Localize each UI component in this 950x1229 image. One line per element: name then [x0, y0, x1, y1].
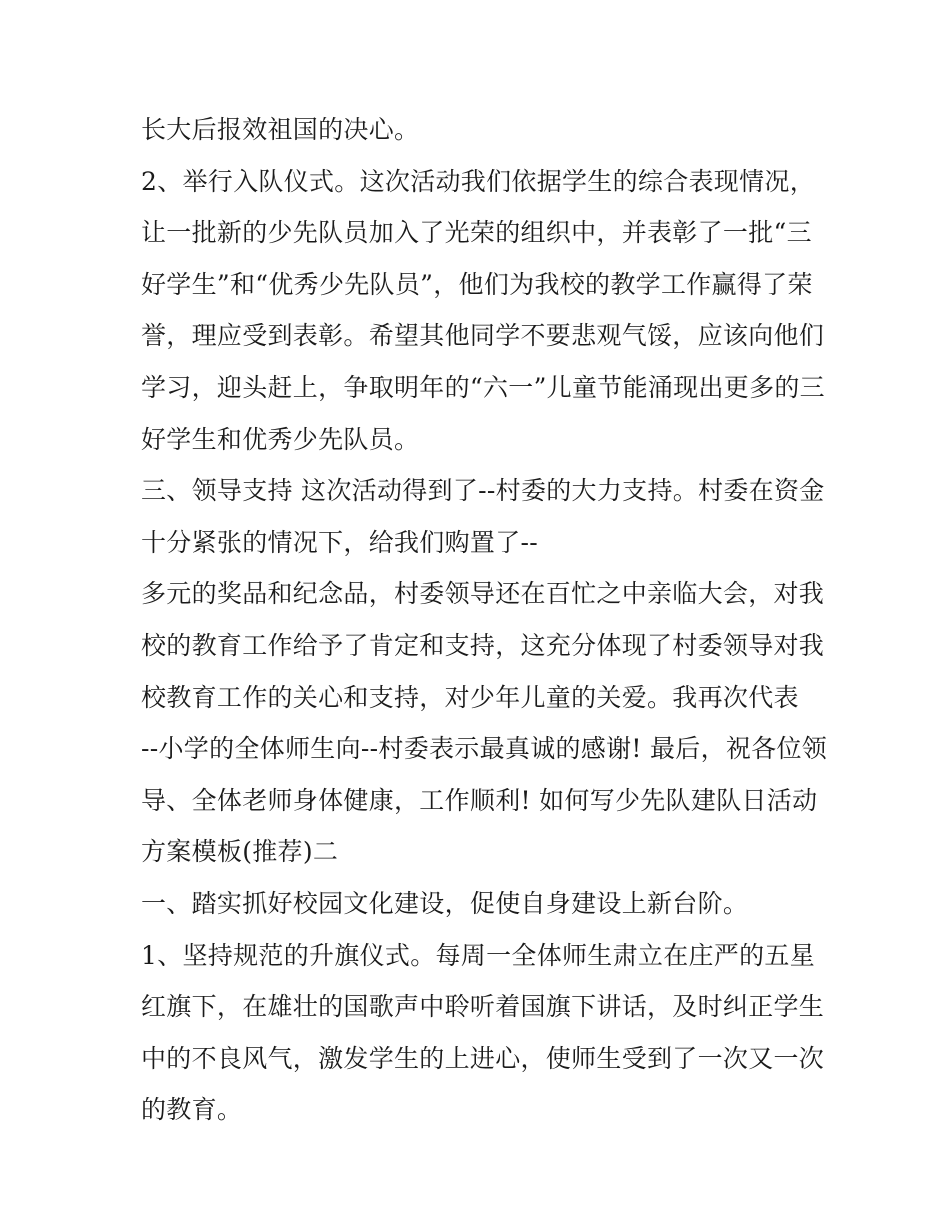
text-line: 三、领导支持 这次活动得到了--村委的大力支持。村委在资金 [141, 476, 825, 506]
document-body [141, 104, 828, 1136]
text-line: 2、举行入队仪式。这次活动我们依据学生的综合表现情况， [141, 166, 816, 196]
text-line: 好学生和优秀少先队员。 [141, 424, 420, 454]
text-line: 导、全体老师身体健康，工作顺利! 如何写少先队建队日活动 [141, 785, 818, 815]
text-line: 的教育。 [141, 1095, 243, 1125]
text-line: 一、踏实抓好校园文化建设，促使自身建设上新台阶。 [141, 888, 749, 918]
text-line: 方案模板(推荐)二 [141, 837, 339, 867]
text-line: 1、坚持规范的升旗仪式。每周一全体师生肃立在庄严的五星 [141, 940, 816, 970]
text-line: 校教育工作的关心和支持，对少年儿童的关爱。我再次代表 [141, 682, 799, 712]
text-line: 好学生”和“优秀少先队员”，他们为我校的教学工作赢得了荣 [141, 269, 813, 299]
text-line: 校的教育工作给予了肯定和支持，这充分体现了村委领导对我 [141, 630, 825, 660]
text-line: 红旗下，在雄壮的国歌声中聆听着国旗下讲话，及时纠正学生 [141, 992, 825, 1022]
text-line: --小学的全体师生向--村委表示最真诚的感谢! 最后，祝各位领 [141, 734, 828, 764]
text-line: 多元的奖品和纪念品，村委领导还在百忙之中亲临大会，对我 [141, 579, 825, 609]
text-line: 长大后报效祖国的决心。 [141, 115, 420, 144]
text-line: 誉，理应受到表彰。希望其他同学不要悲观气馁，应该向他们 [141, 321, 825, 351]
text-line: 让一批新的少先队员加入了光荣的组织中，并表彰了一批“三 [141, 218, 812, 248]
text-line: 中的不良风气，激发学生的上进心，使师生受到了一次又一次 [141, 1043, 825, 1073]
text-line: 学习，迎头赶上，争取明年的“六一”儿童节能涌现出更多的三 [141, 372, 825, 402]
text-line: 十分紧张的情况下，给我们购置了-- [141, 527, 538, 557]
